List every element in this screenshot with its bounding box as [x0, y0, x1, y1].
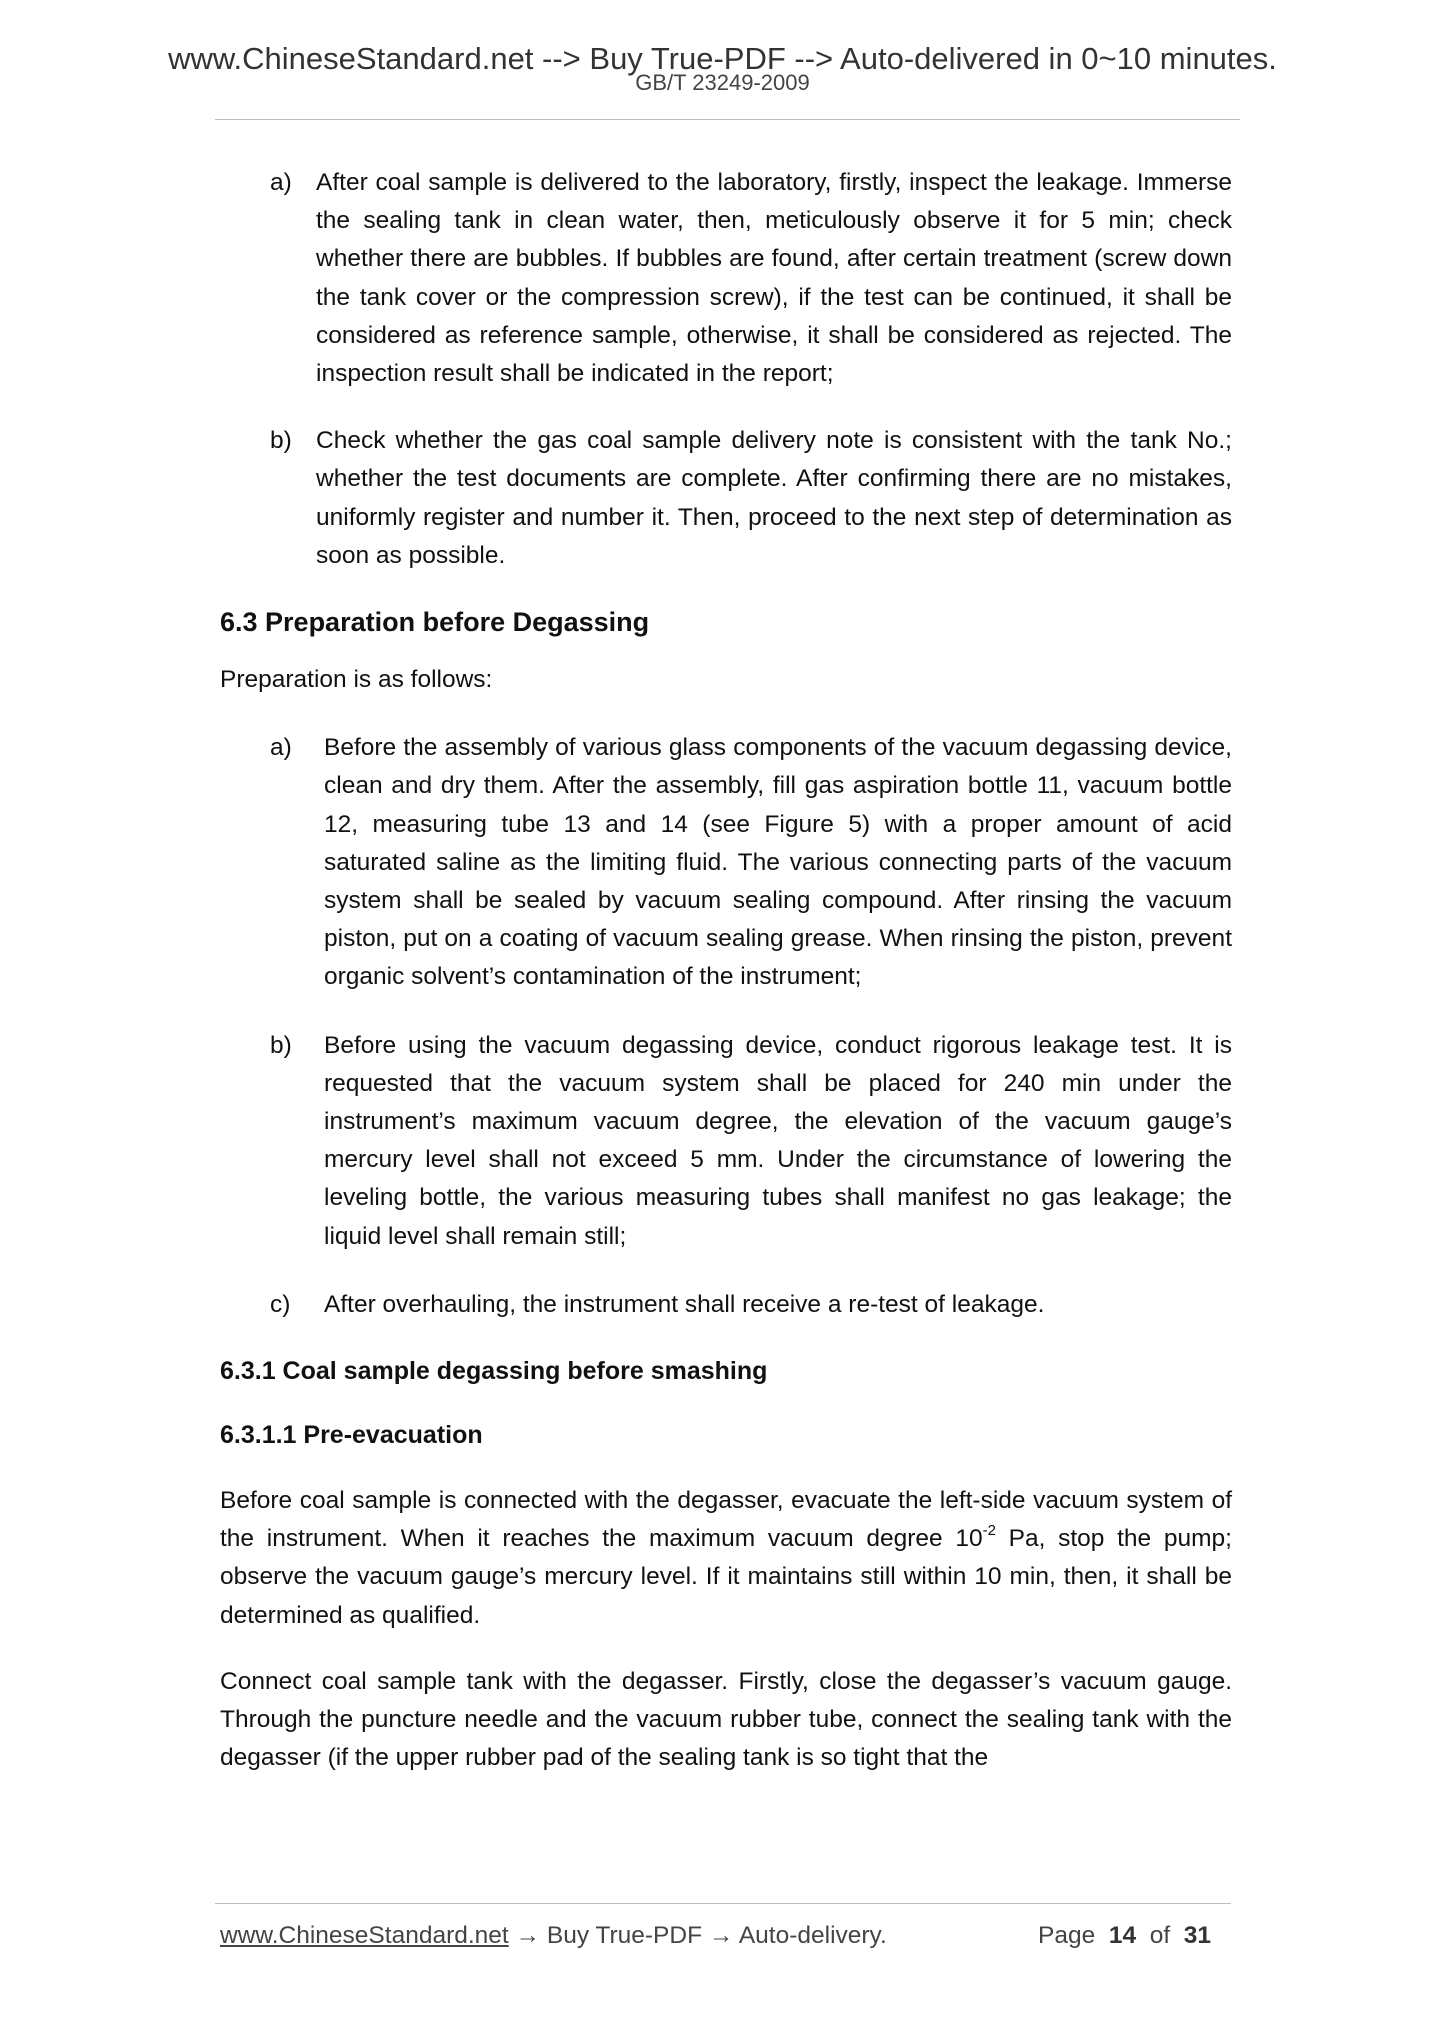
- footer-link[interactable]: [220, 1922, 887, 1950]
- footer-divider: [215, 1903, 1231, 1904]
- of-label: of: [1149, 1922, 1171, 1949]
- list-marker: c): [270, 1290, 291, 1318]
- header-divider: [215, 119, 1240, 120]
- paragraph-text: Pa, stop the pump; observe the vacuum gauge’s mercury level. If it maintains still within 10 min, then, it shall be determined as qualified.: [220, 1525, 1232, 1629]
- section-heading-6-3-1-1: 6.3.1.1 Pre-evacuation: [220, 1421, 483, 1450]
- list-marker: b): [270, 427, 292, 455]
- list-item-text: After overhauling, the instrument shall receive a re-test of leakage.: [324, 1290, 1045, 1318]
- standard-code: GB/T 23249-2009: [635, 70, 810, 95]
- list-item-text: Check whether the gas coal sample delivery note is consistent with the tank No.; whether the test documents are complete. After confirming there are no mistakes, uniformly register and number it. Then, proceed to the next step of determination as soon as possible.: [316, 427, 1232, 569]
- footer-site-link[interactable]: www.ChineseStandard.net: [220, 1922, 509, 1949]
- list-item-text: Before the assembly of various glass components of the vacuum degassing device, clean and dry them. After the assembly, fill gas aspiration bottle 11, vacuum bottle 12, measuring tube 13 and 14 (see Figure 5) with a proper amount of acid saturated saline as the limiting fluid. The various connecting parts of the vacuum system shall be sealed by vacuum sealing compound. After rinsing the vacuum piston, put on a coating of vacuum sealing grease. When rinsing the piston, prevent organic solvent’s contamination of the instrument;: [324, 734, 1232, 991]
- list-item: [220, 729, 1232, 996]
- page-indicator: [1038, 1922, 1211, 1950]
- page-label: Page: [1038, 1922, 1096, 1949]
- section-heading-6-3-1: 6.3.1 Coal sample degassing before smashing: [220, 1357, 768, 1386]
- list-item: [220, 164, 1232, 393]
- connection-paragraph: Connect coal sample tank with the degasser. Firstly, close the degasser’s vacuum gauge. Through the puncture needle and the vacuum rubber tube, connect the sealing tank with the degasser (if the upper rubber pad of the sealing tank is so tight that the: [220, 1667, 1232, 1772]
- list-item-text: Before using the vacuum degassing device, conduct rigorous leakage test. It is requested that the vacuum system shall be placed for 240 min under the instrument’s maximum vacuum degree, the elevation of the vacuum gauge’s mercury level shall not exceed 5 mm. Under the circumstance of lowering the leveling bottle, the various measuring tubes shall manifest no gas leakage; the liquid level shall remain still;: [324, 1031, 1232, 1250]
- list-marker: b): [270, 1031, 292, 1059]
- list-marker: a): [270, 169, 292, 196]
- list-item-text: After coal sample is delivered to the laboratory, firstly, inspect the leakage. Immerse the sealing tank in clean water, then, meticulously observe it for 5 min; check whether there are bubbles. If bubbles are found, after certain treatment (screw down the tank cover or the compression screw), if the test can be continued, it shall be considered as reference sample, otherwise, it shall be considered as rejected. The inspection result shall be indicated in the report;: [316, 169, 1232, 388]
- section-intro: Preparation is as follows:: [220, 666, 493, 694]
- list-marker: a): [270, 734, 292, 762]
- page-number: 14: [1108, 1922, 1137, 1949]
- section-heading-6-3: 6.3 Preparation before Degassing: [220, 607, 650, 638]
- list-item: [220, 1027, 1232, 1256]
- footer-tagline: → Buy True-PDF → Auto-delivery.: [508, 1922, 887, 1949]
- pre-evacuation-paragraph: [220, 1482, 1232, 1635]
- list-item: [220, 1286, 1232, 1324]
- exponent: -2: [982, 1522, 996, 1540]
- list-item: [220, 422, 1232, 575]
- total-pages: 31: [1183, 1922, 1212, 1949]
- top-banner: www.ChineseStandard.net --> Buy True-PDF --> Auto-delivered in 0~10 minutes.: [168, 41, 1277, 76]
- paragraph-text: Before coal sample is connected with the degasser, evacuate the left-side vacuum system of the instrument. When it reaches the maximum vacuum degree 10: [220, 1487, 1232, 1553]
- page-content: [220, 164, 1232, 1778]
